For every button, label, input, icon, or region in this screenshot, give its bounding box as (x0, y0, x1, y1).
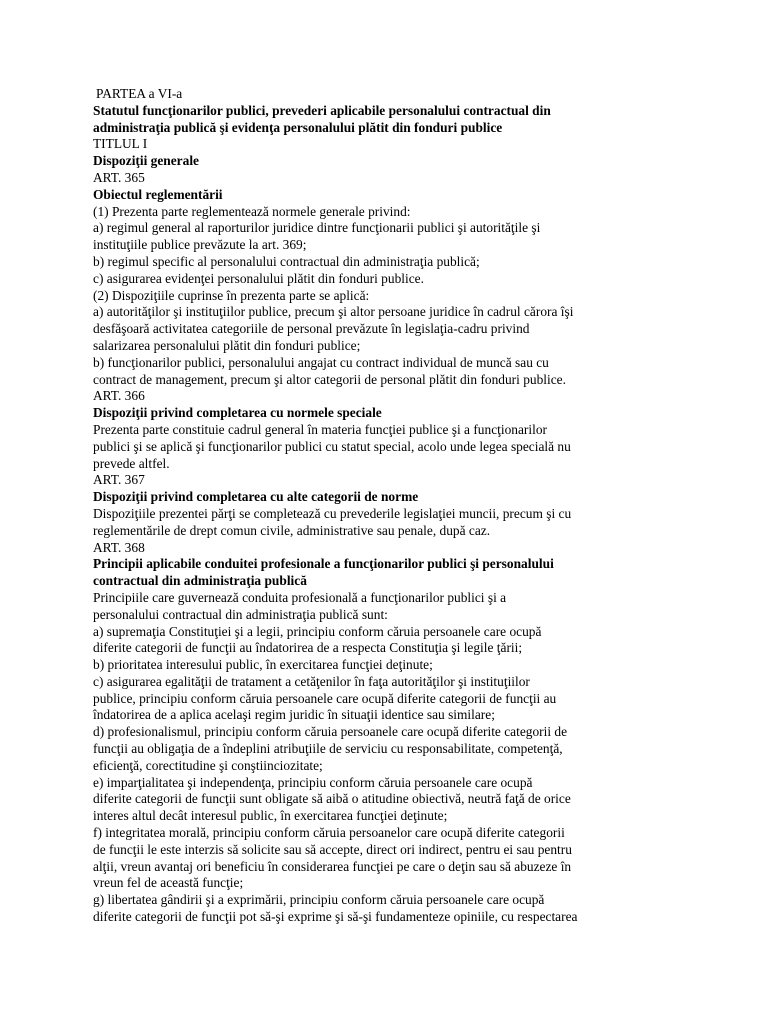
text-line: a) autorităţilor şi instituţiilor publice, precum şi altor persoane juridice în cadrul cărora îşi (93, 304, 574, 320)
heading-line: Principii aplicabile conduitei profesionale a funcţionarilor publici şi personalului (93, 556, 554, 572)
text-line: Prezenta parte constituie cadrul general în materia funcţiei publice şi a funcţionarilor (93, 421, 547, 437)
text-line: publice, principiu conform căruia persoanele care ocupă diferite categorii de funcţii au (93, 690, 557, 706)
text-line: personalului contractual din administraţia publică sunt: (93, 606, 388, 622)
text-line: f) integritatea morală, principiu conform căruia persoanelor care ocupă diferite categorii (93, 825, 565, 841)
text-line: a) supremaţia Constituţiei şi a legii, principiu conform căruia persoanele care ocupă (93, 623, 542, 639)
text-line: c) asigurarea evidenţei personalului plătit din fonduri publice. (93, 270, 424, 286)
text-line: PARTEA a VI-a (96, 86, 183, 101)
text-line: ART. 365 (93, 169, 145, 185)
text-line: ART. 368 (93, 539, 145, 555)
text-line: eficienţă, corectitudine şi conştiinciozitate; (93, 757, 323, 773)
text-line: vreun fel de această funcţie; (93, 875, 244, 891)
heading-line: Dispoziţii generale (93, 153, 199, 169)
text-line: Dispoziţiile prezentei părţi se completează cu prevederile legislaţiei muncii, precum şi cu (93, 505, 572, 521)
text-line: de funcţii le este interzis să solicite sau să accepte, direct ori indirect, pentru ei sau pentru (93, 841, 572, 857)
heading-line: administraţia publică şi evidenţa personalului plătit din fonduri publice (93, 119, 503, 135)
text-line: a) regimul general al raporturilor juridice dintre funcţionarii publici şi autorităţile şi (93, 220, 541, 236)
heading-line: Dispoziţii privind completarea cu normele speciale (93, 405, 382, 421)
text-line: (1) Prezenta parte reglementează normele generale privind: (93, 203, 411, 219)
text-line: contract de management, precum şi altor categorii de personal plătit din fonduri publice. (93, 371, 566, 387)
text-line: reglementările de drept comun civile, administrative sau penale, după caz. (93, 522, 491, 538)
text-line: publici şi se aplică şi funcţionarilor publici cu statut special, acolo unde legea specială nu (93, 438, 571, 454)
text-line: ART. 366 (93, 388, 145, 404)
text-line: b) prioritatea interesului public, în exercitarea funcţiei deţinute; (93, 657, 433, 673)
text-line: diferite categorii de funcţii au îndatorirea de a respecta Constituţia şi legile ţării; (93, 640, 523, 656)
text-line: alţii, vreun avantaj ori beneficiu în considerarea funcţiei pe care o deţin sau să abuzeze în (93, 858, 572, 874)
text-line: îndatorirea de a aplica acelaşi regim juridic în situaţii identice sau similare; (93, 707, 495, 723)
text-line: funcţii au obligaţia de a îndeplini atribuţiile de serviciu cu responsabilitate, competenţă, (93, 741, 563, 757)
text-line: interes altul decât interesul public, în exercitarea funcţiei deţinute; (93, 808, 448, 824)
text-line: c) asigurarea egalităţii de tratament a cetăţenilor în faţa autorităţilor şi instituţiilor (93, 673, 530, 689)
text-line: Principiile care guvernează conduita profesională a funcţionarilor publici şi a (93, 589, 507, 605)
text-line: g) libertatea gândirii şi a exprimării, principiu conform căruia persoanele care ocupă (93, 892, 545, 908)
text-line: diferite categorii de funcţii sunt obligate să aibă o atitudine obiectivă, neutră faţă de orice (93, 791, 571, 807)
text-line: TITLUL I (93, 136, 148, 152)
text-line: b) funcţionarilor publici, personalului angajat cu contract individual de muncă sau cu (93, 354, 549, 370)
text-line: diferite categorii de funcţii pot să-şi exprime şi să-şi fundamenteze opiniile, cu respectarea (93, 909, 578, 925)
heading-line: contractual din administraţia publică (93, 573, 307, 589)
text-line: salarizarea personalului plătit din fonduri publice; (93, 337, 361, 353)
heading-line: Obiectul reglementării (93, 186, 223, 202)
text-line: e) imparţialitatea şi independenţa, principiu conform căruia persoanele care ocupă (93, 774, 533, 790)
heading-line: Statutul funcţionarilor publici, prevederi aplicabile personalului contractual din (93, 102, 551, 118)
heading-line: Dispoziţii privind completarea cu alte categorii de norme (93, 489, 419, 505)
text-line: b) regimul specific al personalului contractual din administraţia publică; (93, 253, 480, 269)
text-line: d) profesionalismul, principiu conform căruia persoanele care ocupă diferite categorii de (93, 724, 568, 740)
text-line: instituţiile publice prevăzute la art. 369; (93, 237, 307, 253)
document-body (93, 86, 668, 926)
text-line: prevede altfel. (93, 455, 170, 471)
text-line: desfăşoară activitatea categoriile de personal prevăzute în legislaţia-cadru privind (93, 321, 530, 337)
text-line: (2) Dispoziţiile cuprinse în prezenta parte se aplică: (93, 287, 370, 303)
text-line: ART. 367 (93, 472, 145, 488)
